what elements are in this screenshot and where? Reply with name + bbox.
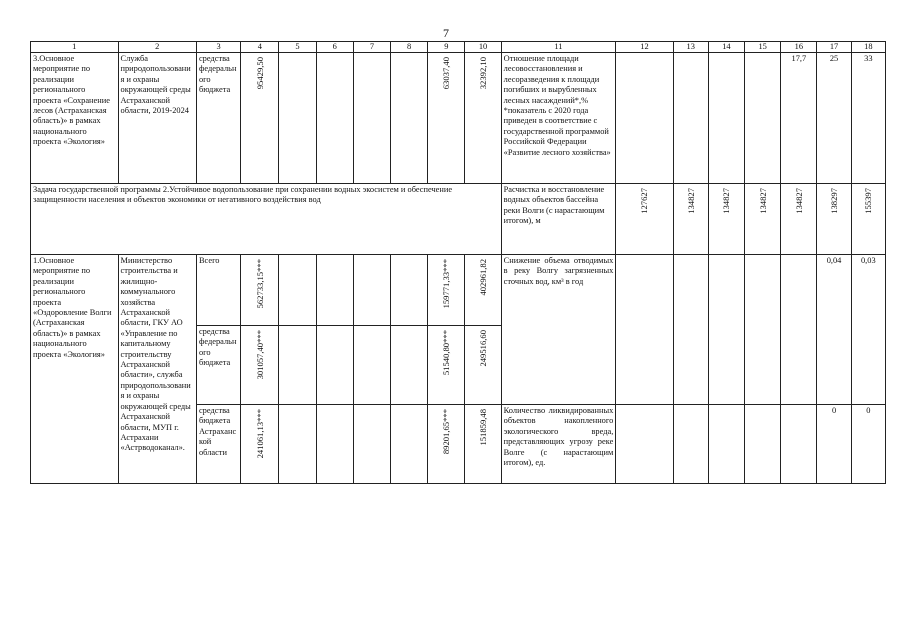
program-table xyxy=(30,41,886,484)
indicator-cell: Количество ликвидированных объектов накопленного экологического вреда, представляющих угрозу реке Волге (с нарастающим итогом), ед. xyxy=(501,405,616,484)
value-c18: 155397 xyxy=(863,188,874,214)
col-header: 13 xyxy=(673,42,708,53)
value-cell: 33 xyxy=(851,53,885,184)
empty-cell xyxy=(616,255,673,405)
amount-total: 95429,50 xyxy=(254,57,265,90)
value-c17: 138297 xyxy=(828,188,839,214)
amount-total: 301057,40*** xyxy=(254,330,265,380)
value-cell: 25 xyxy=(817,53,851,184)
col-header: 11 xyxy=(501,42,616,53)
amount-c9: 159771,33*** xyxy=(441,259,452,309)
amount-cell xyxy=(428,326,465,405)
indicator-name: Отношение площади лесовосстановления и лесоразведения к площади погибших и вырубленных лесных насаждений*,% xyxy=(503,54,600,105)
empty-cell xyxy=(673,53,708,184)
page-number: 7 xyxy=(443,26,449,40)
empty-cell xyxy=(279,326,316,405)
empty-cell xyxy=(708,53,744,184)
task-row xyxy=(31,184,886,255)
col-header: 1 xyxy=(31,42,119,53)
empty-cell xyxy=(781,255,817,405)
empty-cell xyxy=(353,53,390,184)
empty-cell xyxy=(316,326,353,405)
table-row xyxy=(31,53,886,184)
empty-cell xyxy=(708,255,744,405)
col-header: 17 xyxy=(817,42,851,53)
amount-c10: 249516,60 xyxy=(477,330,488,367)
empty-cell xyxy=(391,405,428,484)
amount-cell xyxy=(465,255,501,326)
amount-c9: 63037,40 xyxy=(441,57,452,90)
amount-c9: 51540,80*** xyxy=(441,330,452,376)
task-heading: Задача государственной программы 2.Устойчивое водопользование при сохранении водных экосистем и обеспечение защищенности населения и объектов экономики от негативного воздействия вод xyxy=(31,184,502,255)
value-c13: 134827 xyxy=(685,188,696,214)
empty-cell xyxy=(673,255,708,405)
amount-c10: 32392,10 xyxy=(477,57,488,90)
amount-cell xyxy=(465,405,501,484)
empty-cell xyxy=(616,53,673,184)
amount-total: 562733,15*** xyxy=(254,259,265,309)
amount-cell xyxy=(428,405,465,484)
empty-cell xyxy=(353,255,390,326)
col-header: 9 xyxy=(428,42,465,53)
empty-cell xyxy=(745,255,781,405)
empty-cell xyxy=(279,53,316,184)
col-header: 3 xyxy=(196,42,240,53)
col-header: 14 xyxy=(708,42,744,53)
empty-cell xyxy=(745,53,781,184)
value-c15: 134827 xyxy=(757,188,768,214)
amount-cell xyxy=(241,53,279,184)
col-header: 18 xyxy=(851,42,885,53)
amount-c10: 151859,48 xyxy=(477,409,488,446)
amount-c9: 89201,65*** xyxy=(441,409,452,455)
col-header: 8 xyxy=(391,42,428,53)
value-c14: 134827 xyxy=(721,188,732,214)
value-cell xyxy=(781,184,817,255)
empty-cell xyxy=(279,255,316,326)
empty-cell xyxy=(353,326,390,405)
value-c16: 134827 xyxy=(793,188,804,214)
col-header: 4 xyxy=(241,42,279,53)
amount-cell xyxy=(428,255,465,326)
executor-cell: Министерство строительства и жилищно-коммунального хозяйства Астраханской области, ГКУ АО «Управление по капитальному строительству Астраханской области», служба природопользования и охраны окружающей среды Астраханской области, МУП г. Астрахани «Астрводоканал». xyxy=(118,255,196,484)
col-header: 2 xyxy=(118,42,196,53)
col-header: 10 xyxy=(465,42,501,53)
amount-cell xyxy=(241,405,279,484)
value-cell xyxy=(817,184,851,255)
empty-cell xyxy=(353,405,390,484)
table-row xyxy=(31,255,886,326)
amount-cell xyxy=(465,53,501,184)
empty-cell xyxy=(673,405,708,484)
value-cell: 17,7 xyxy=(781,53,817,184)
empty-cell xyxy=(316,53,353,184)
activity-cell: 3.Основное мероприятие по реализации регионального проекта «Сохранение лесов (Астраханская область)» в рамках национального проекта «Экология» xyxy=(31,53,119,184)
value-cell xyxy=(851,184,885,255)
amount-total: 241061,13*** xyxy=(254,409,265,459)
amount-cell xyxy=(465,326,501,405)
amount-c10: 402961,82 xyxy=(477,259,488,296)
value-cell: 0,04 xyxy=(817,255,851,405)
value-cell xyxy=(616,184,673,255)
col-header: 6 xyxy=(316,42,353,53)
source-cell: средства федерального бюджета xyxy=(196,326,240,405)
empty-cell xyxy=(616,405,673,484)
col-header: 12 xyxy=(616,42,673,53)
empty-cell xyxy=(316,405,353,484)
empty-cell xyxy=(391,255,428,326)
empty-cell xyxy=(781,405,817,484)
empty-cell xyxy=(391,53,428,184)
col-header: 7 xyxy=(353,42,390,53)
value-cell xyxy=(673,184,708,255)
amount-cell xyxy=(241,326,279,405)
amount-cell xyxy=(241,255,279,326)
value-cell: 0,03 xyxy=(851,255,885,405)
value-cell xyxy=(745,184,781,255)
value-cell: 0 xyxy=(851,405,885,484)
col-header: 15 xyxy=(745,42,781,53)
col-header: 16 xyxy=(781,42,817,53)
value-c12: 127627 xyxy=(639,188,650,214)
executor-cell: Служба природопользования и охраны окружающей среды Астраханской области, 2019-2024 xyxy=(118,53,196,184)
empty-cell xyxy=(316,255,353,326)
value-cell: 0 xyxy=(817,405,851,484)
indicator-cell: Снижение объема отводимых в реку Волгу загрязненных сточных вод, км³ в год xyxy=(501,255,616,405)
empty-cell xyxy=(745,405,781,484)
empty-cell xyxy=(279,405,316,484)
source-cell: средства федерального бюджета xyxy=(196,53,240,184)
indicator-cell xyxy=(501,53,616,184)
activity-cell: 1.Основное мероприятие по реализации регионального проекта «Оздоровление Волги (Астраханская область)» в рамках национального проекта «Экология» xyxy=(31,255,119,484)
amount-cell xyxy=(428,53,465,184)
empty-cell xyxy=(708,405,744,484)
source-cell: средства бюджета Астраханской области xyxy=(196,405,240,484)
indicator-note: *показатель с 2020 года приведен в соответствие с государственной программой Российской Федерации «Развитие лесного хозяйства» xyxy=(503,106,611,157)
empty-cell xyxy=(391,326,428,405)
value-cell xyxy=(708,184,744,255)
col-header: 5 xyxy=(279,42,316,53)
task-indicator: Расчистка и восстановление водных объектов бассейна реки Волги (с нарастающим итогом), м xyxy=(501,184,616,255)
source-cell: Всего xyxy=(196,255,240,326)
header-row xyxy=(31,42,886,53)
